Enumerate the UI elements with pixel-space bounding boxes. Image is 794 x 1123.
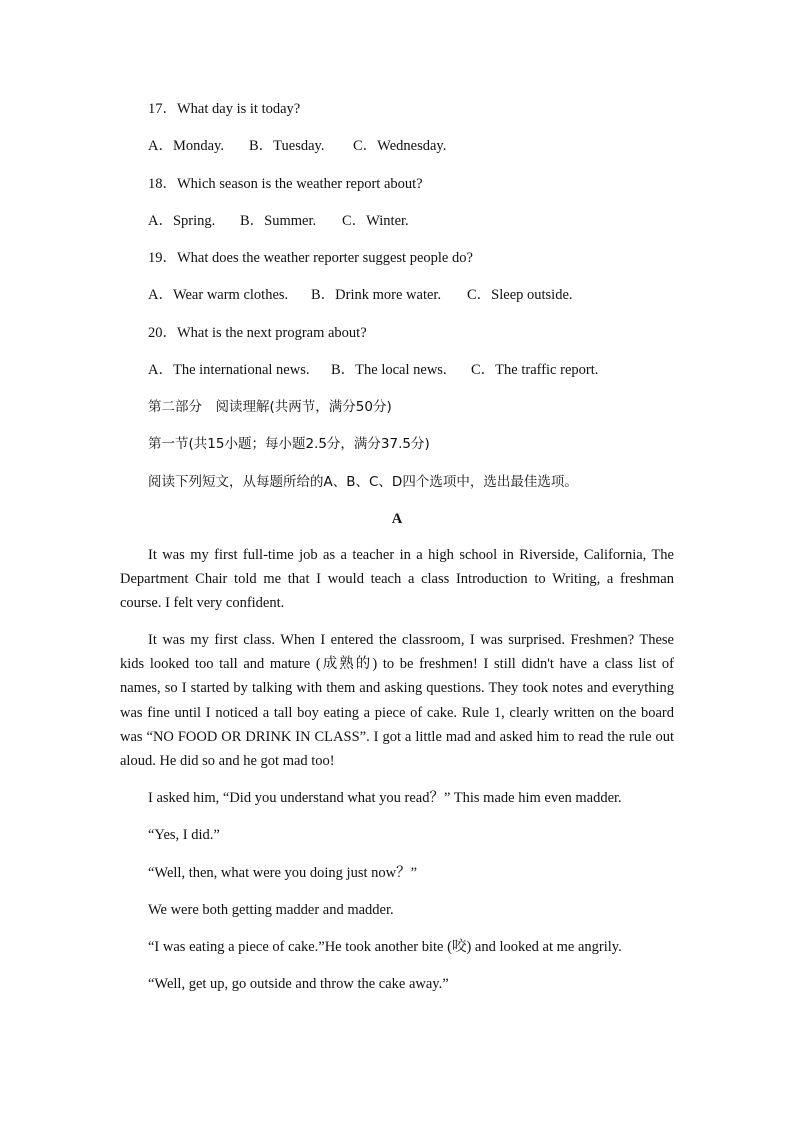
option-a: A．Spring.: [148, 213, 216, 229]
dialogue-line: I asked him, “Did you understand what you read？” This made him even madder.: [148, 790, 622, 806]
instructions: 阅读下列短文，从每题所给的A、B、C、D四个选项中，选出最佳选项。: [148, 474, 578, 490]
dialogue-line: “I was eating a piece of cake.”He took another bite (咬) and looked at me angrily.: [148, 939, 622, 955]
option-c: C．Sleep outside.: [467, 287, 573, 303]
dialogue-line: “Well, get up, go outside and throw the cake away.”: [148, 976, 449, 992]
option-b: B．Tuesday.: [249, 138, 325, 154]
option-a: A．The international news.: [148, 362, 310, 378]
option-b: B．Drink more water.: [311, 287, 442, 303]
paragraph-1: It was my first full-time job as a teacher in a high school in Riverside, California, The Department Chair told me that I would teach a class Introduction to Writing, a freshman course. I felt very confident.: [120, 547, 674, 612]
question-17: 17．What day is it today?: [148, 101, 301, 117]
option-a: A．Wear warm clothes.: [148, 287, 289, 303]
question-18: 18．Which season is the weather report about?: [148, 176, 423, 192]
option-b: B．Summer.: [240, 213, 317, 229]
question-20: 20．What is the next program about?: [148, 325, 367, 341]
part-title: 第二部分 阅读理解(共两节，满分50分): [148, 399, 392, 415]
option-b: B．The local news.: [331, 362, 447, 378]
dialogue-line: We were both getting madder and madder.: [148, 902, 394, 918]
subsection-title: 第一节(共15小题；每小题2.5分，满分37.5分): [148, 436, 430, 452]
dialogue-line: “Yes, I did.”: [148, 827, 220, 843]
option-c: C．Wednesday.: [353, 138, 447, 154]
passage-heading: A: [391, 511, 403, 527]
dialogue-line: “Well, then, what were you doing just now？”: [148, 865, 418, 881]
option-c: C．Winter.: [342, 213, 409, 229]
question-19: 19．What does the weather reporter suggest people do?: [148, 250, 473, 266]
option-a: A．Monday.: [148, 138, 224, 154]
paragraph-2: It was my first class. When I entered the classroom, I was surprised. Freshmen? These kids looked too tall and mature (成熟的) to be freshmen! I still didn't have a class list of names, so I started by talking with them and asking questions. They took notes and everything was fine until I noticed a tall boy eating a piece of cake. Rule 1, clearly written on the board was “NO FOOD OR DRINK IN CLASS”. I got a little mad and asked him to read the rule out aloud. He did so and he got mad too!: [120, 632, 674, 770]
option-c: C．The traffic report.: [471, 362, 599, 378]
